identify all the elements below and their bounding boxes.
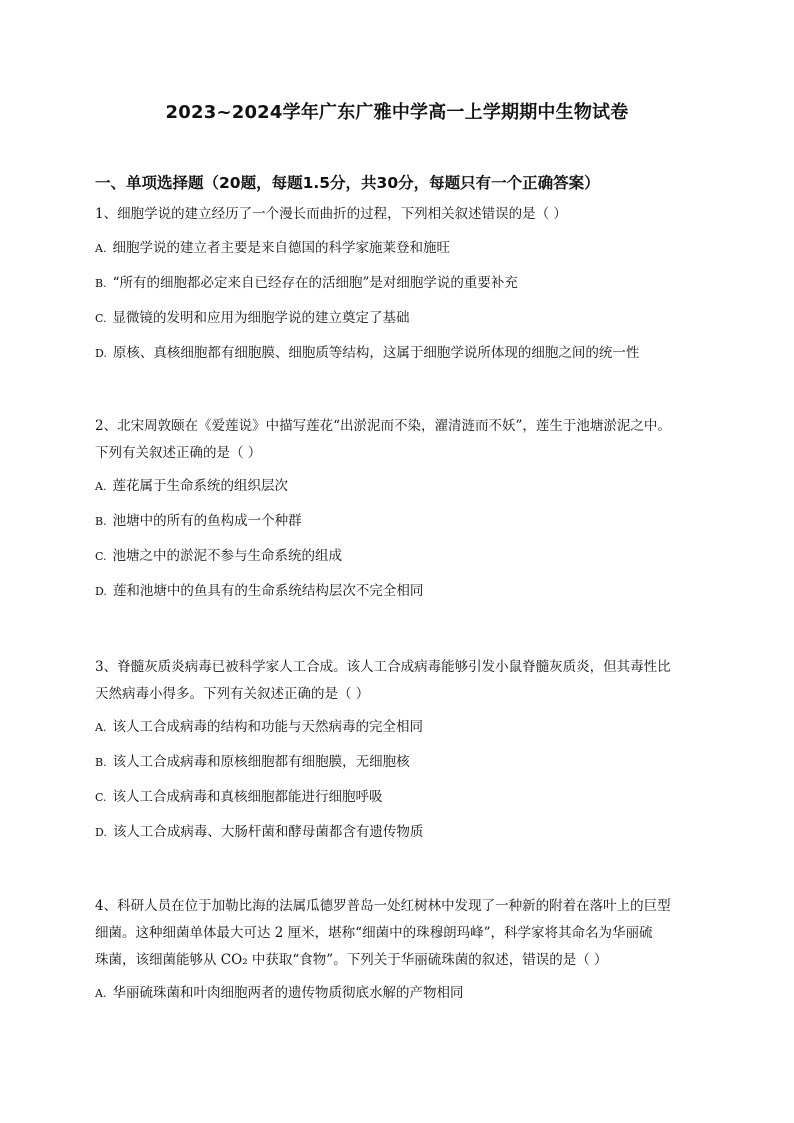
option-a [95,710,715,745]
option-d [95,574,715,609]
question-stem-line: 下列有关叙述正确的是（ ） [95,445,262,461]
option-letter: A. [95,242,107,255]
option-letter: A. [95,480,107,493]
option-letter: B. [95,756,107,769]
option-text: 细胞学说的建立者主要是来自德国的科学家施莱登和施旺 [112,240,450,256]
option-letter: D. [95,347,107,360]
section-heading: 一、单项选择题（20题，每题1.5分，共30分，每题只有一个正确答案） [95,174,600,192]
option-d [95,815,715,850]
option-letter: D. [95,585,107,598]
question-stem-line: 1、细胞学说的建立经历了一个漫长而曲折的过程，下列相关叙述错误的是（ ） [95,206,567,222]
option-text: 该人工合成病毒的结构和功能与天然病毒的完全相同 [112,719,423,735]
option-letter: A. [95,987,107,1000]
option-text: 华丽硫珠菌和叶肉细胞两者的遗传物质彻底水解的产物相同 [112,985,464,1001]
question-stem-line: 珠菌，该细菌能够从 CO₂ 中获取“食物”。下列关于华丽硫珠菌的叙述，错误的是（ ） [95,952,608,968]
question-3 [95,654,715,850]
option-text: 该人工合成病毒和原核细胞都有细胞膜，无细胞核 [112,754,410,770]
option-a [95,976,715,1011]
question-2 [95,413,715,609]
option-text: 莲花属于生命系统的组织层次 [112,478,288,494]
option-letter: C. [95,550,107,563]
question-stem-line: 4、科研人员在位于加勒比海的法属瓜德罗普岛一处红树林中发现了一种新的附着在落叶上的巨型 [95,898,671,914]
option-letter: D. [95,826,107,839]
question-4 [95,893,715,1011]
option-b [95,745,715,780]
option-text: 该人工合成病毒、大肠杆菌和酵母菌都含有遗传物质 [112,824,424,840]
option-c [95,539,715,574]
option-c [95,780,715,815]
option-text: 原核、真核细胞都有细胞膜、细胞质等结构，这属于细胞学说所体现的细胞之间的统一性 [112,345,640,361]
option-a [95,231,715,266]
option-letter: B. [95,515,107,528]
option-letter: B. [95,277,107,290]
option-text: 该人工合成病毒和真核细胞都能进行细胞呼吸 [112,789,383,805]
option-letter: C. [95,312,107,325]
option-text: 显微镜的发明和应用为细胞学说的建立奠定了基础 [112,310,410,326]
question-stem-line: 2、北宋周敦颐在《爱莲说》中描写莲花“出淤泥而不染，濯清涟而不妖”，莲生于池塘淤泥之中。 [95,418,671,434]
option-text: 池塘之中的淤泥不参与生命系统的组成 [112,548,343,564]
question-stem-line: 3、脊髓灰质炎病毒已被科学家人工合成。该人工合成病毒能够引发小鼠脊髓灰质炎，但其毒性比 [95,659,671,675]
option-c [95,301,715,336]
question-stem-line: 天然病毒小得多。下列有关叙述正确的是（ ） [95,686,370,702]
option-b [95,504,715,539]
page-title: 2023~2024学年广东广雅中学高一上学期期中生物试卷 [165,102,629,123]
option-text: 莲和池塘中的鱼具有的生命系统结构层次不完全相同 [112,583,424,599]
option-letter: C. [95,791,107,804]
option-b [95,266,715,301]
question-1 [95,201,715,371]
option-text: 池塘中的所有的鱼构成一个种群 [112,513,302,529]
option-a [95,469,715,504]
option-letter: A. [95,721,107,734]
option-text: “所有的细胞都必定来自已经存在的活细胞”是对细胞学说的重要补充 [112,275,518,291]
question-stem-line: 细菌。这种细菌单体最大可达 2 厘米，堪称“细菌中的珠穆朗玛峰”，科学家将其命名为华丽硫 [95,925,653,941]
option-d [95,336,715,371]
